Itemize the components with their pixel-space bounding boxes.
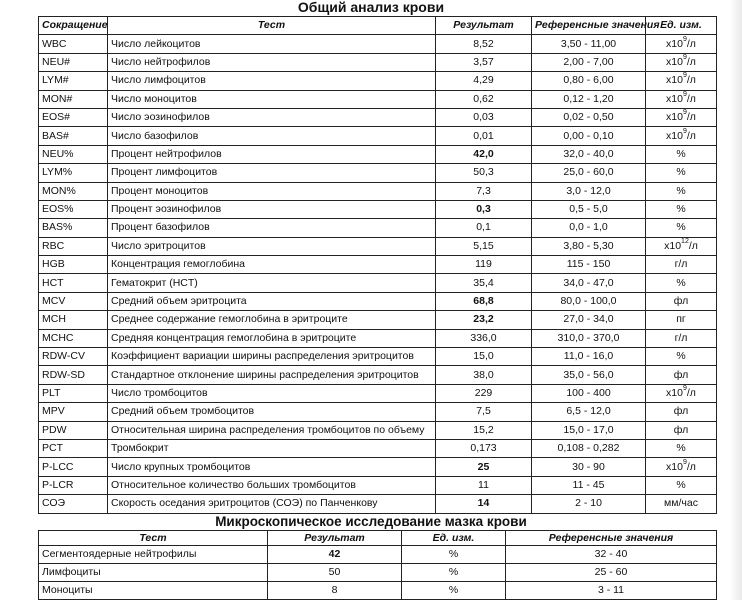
- cell-abbr: BAS#: [39, 127, 108, 145]
- cell-ref: 0,12 - 1,20: [532, 90, 646, 108]
- cell-unit: [646, 35, 717, 53]
- cell-test: Процент нейтрофилов: [108, 145, 436, 163]
- cell-unit: [646, 53, 717, 71]
- cell-test: Число эритроцитов: [108, 237, 436, 255]
- cell-abbr: LYM#: [39, 72, 108, 90]
- cell-test: Процент базофилов: [108, 219, 436, 237]
- cell-ref: 0,00 - 0,10: [532, 127, 646, 145]
- cell-result: 68,8: [436, 292, 532, 310]
- cell-unit: [646, 237, 717, 255]
- cell-ref: 0,0 - 1,0: [532, 219, 646, 237]
- unit-base: фл: [673, 368, 689, 381]
- unit-base: x10: [666, 92, 683, 105]
- cell-abbr: MPV: [39, 403, 108, 421]
- table-row: [39, 200, 717, 218]
- unit-exponent: 9: [682, 458, 687, 466]
- cell-unit: [646, 384, 717, 402]
- cell-abbr: HGB: [39, 256, 108, 274]
- unit-base: фл: [673, 295, 689, 308]
- unit-base: %: [676, 184, 686, 197]
- cell-unit: [646, 421, 717, 439]
- unit-tail: /л: [686, 92, 696, 105]
- table-row: [39, 384, 717, 402]
- unit-base: фл: [673, 405, 689, 418]
- micro-cell-ref: 32 - 40: [506, 546, 717, 564]
- unit-exponent: 12: [681, 237, 689, 245]
- cell-result: 3,57: [436, 53, 532, 71]
- unit-base: %: [676, 147, 686, 160]
- cell-abbr: P-LCC: [39, 458, 108, 476]
- unit-tail: /л: [686, 74, 696, 87]
- cell-ref: 6,5 - 12,0: [532, 403, 646, 421]
- cell-ref: 80,0 - 100,0: [532, 292, 646, 310]
- table-row: [39, 292, 717, 310]
- micro-cell-test: Моноциты: [39, 582, 268, 600]
- micro-table: [38, 530, 717, 600]
- cell-result: 0,62: [436, 90, 532, 108]
- cbc-header-row: [39, 17, 717, 35]
- table-row: [39, 329, 717, 347]
- micro-cell-unit: %: [402, 564, 506, 582]
- unit-base: x10: [666, 129, 683, 142]
- cell-abbr: MCH: [39, 311, 108, 329]
- cell-test: Число моноцитов: [108, 90, 436, 108]
- unit-base: фл: [673, 423, 689, 436]
- cell-result: 35,4: [436, 274, 532, 292]
- cell-result: 0,1: [436, 219, 532, 237]
- unit-exponent: 9: [682, 90, 687, 98]
- cell-result: 229: [436, 384, 532, 402]
- cell-abbr: PLT: [39, 384, 108, 402]
- cell-test: Относительная ширина распределения тромбоцитов по объему: [108, 421, 436, 439]
- cell-ref: 115 - 150: [532, 256, 646, 274]
- unit-tail: /л: [686, 55, 696, 68]
- cbc-table-body: [39, 35, 717, 513]
- cell-ref: 25,0 - 60,0: [532, 164, 646, 182]
- table-row: [39, 582, 717, 600]
- cell-abbr: HCT: [39, 274, 108, 292]
- cell-ref: 30 - 90: [532, 458, 646, 476]
- cell-test: Скорость оседания эритроцитов (СОЭ) по Панченкову: [108, 495, 436, 513]
- cell-test: Число лейкоцитов: [108, 35, 436, 53]
- cell-ref: 35,0 - 56,0: [532, 366, 646, 384]
- cell-test: Средний объем тромбоцитов: [108, 403, 436, 421]
- page-edge-shadow: [730, 0, 742, 600]
- cell-unit: [646, 403, 717, 421]
- cell-unit: [646, 458, 717, 476]
- cell-result: 0,3: [436, 200, 532, 218]
- unit-base: x10: [666, 387, 683, 399]
- cell-result: 336,0: [436, 329, 532, 347]
- table-row: [39, 90, 717, 108]
- unit-base: x10: [666, 74, 683, 87]
- cell-abbr: PCT: [39, 439, 108, 457]
- cell-unit: [646, 127, 717, 145]
- cell-test: Число эозинофилов: [108, 108, 436, 126]
- unit-base: x10: [666, 111, 683, 124]
- cell-unit: [646, 164, 717, 182]
- table-row: [39, 127, 717, 145]
- micro-cell-result: 8: [268, 582, 402, 600]
- cell-ref: 3,50 - 11,00: [532, 35, 646, 53]
- micro-header-test: Тест: [39, 531, 268, 546]
- cell-ref: 0,5 - 5,0: [532, 200, 646, 218]
- cell-result: 23,2: [436, 311, 532, 329]
- micro-header-result: Результат: [268, 531, 402, 546]
- micro-header-ref: Референсные значения: [506, 531, 717, 546]
- cell-unit: [646, 145, 717, 163]
- unit-base: мм/час: [664, 497, 698, 510]
- unit-base: г/л: [674, 258, 688, 271]
- cell-ref: 34,0 - 47,0: [532, 274, 646, 292]
- cell-result: 7,5: [436, 403, 532, 421]
- table-row: [39, 274, 717, 292]
- cell-result: 38,0: [436, 366, 532, 384]
- cell-unit: [646, 476, 717, 494]
- unit-base: г/л: [674, 331, 688, 344]
- unit-base: x10: [666, 55, 683, 68]
- cell-abbr: P-LCR: [39, 476, 108, 494]
- table-row: [39, 219, 717, 237]
- micro-cell-test: Сегментоядерные нейтрофилы: [39, 546, 268, 564]
- cell-ref: 2,00 - 7,00: [532, 53, 646, 71]
- cell-result: 25: [436, 458, 532, 476]
- micro-cell-test: Лимфоциты: [39, 564, 268, 582]
- table-row: [39, 564, 717, 582]
- cell-result: 11: [436, 476, 532, 494]
- micro-cell-ref: 25 - 60: [506, 564, 717, 582]
- micro-cell-result: 42: [268, 546, 402, 564]
- unit-exponent: 9: [682, 109, 687, 117]
- table-row: [39, 237, 717, 255]
- cell-test: Число нейтрофилов: [108, 53, 436, 71]
- cell-ref: 11 - 45: [532, 476, 646, 494]
- table-row: [39, 256, 717, 274]
- cell-result: 7,3: [436, 182, 532, 200]
- cell-ref: 310,0 - 370,0: [532, 329, 646, 347]
- micro-table-body: [39, 546, 717, 600]
- header-unit: Ед. изм.: [646, 17, 717, 35]
- unit-base: %: [676, 478, 686, 491]
- header-abbr: Сокращение: [39, 17, 108, 35]
- table-row: [39, 72, 717, 90]
- cell-test: Средняя концентрация гемоглобина в эритроците: [108, 329, 436, 347]
- unit-base: %: [676, 166, 686, 179]
- cell-ref: 32,0 - 40,0: [532, 145, 646, 163]
- cell-result: 15,2: [436, 421, 532, 439]
- cell-abbr: MON#: [39, 90, 108, 108]
- cell-abbr: RDW-CV: [39, 348, 108, 366]
- cell-abbr: BAS%: [39, 219, 108, 237]
- cell-result: 4,29: [436, 72, 532, 90]
- micro-title: Микроскопическое исследование мазка крови: [215, 514, 527, 529]
- header-ref: Референсные значения: [532, 17, 646, 35]
- cell-unit: [646, 439, 717, 457]
- cell-result: 14: [436, 495, 532, 513]
- cell-unit: [646, 72, 717, 90]
- unit-tail: /л: [686, 460, 696, 473]
- cell-ref: 100 - 400: [532, 384, 646, 402]
- cell-unit: [646, 348, 717, 366]
- cell-abbr: MCHC: [39, 329, 108, 347]
- table-row: [39, 164, 717, 182]
- cell-unit: [646, 495, 717, 513]
- cell-unit: [646, 108, 717, 126]
- cell-ref: 27,0 - 34,0: [532, 311, 646, 329]
- unit-base: %: [676, 442, 686, 455]
- cell-test: Стандартное отклонение ширины распределения эритроцитов: [108, 366, 436, 384]
- table-row: [39, 108, 717, 126]
- cell-result: 5,15: [436, 237, 532, 255]
- table-row: [39, 182, 717, 200]
- cell-result: 15,0: [436, 348, 532, 366]
- cell-unit: [646, 274, 717, 292]
- cell-result: 0,03: [436, 108, 532, 126]
- unit-tail: /л: [686, 111, 696, 124]
- cell-ref: 0,108 - 0,282: [532, 439, 646, 457]
- cell-test: Процент эозинофилов: [108, 200, 436, 218]
- cell-abbr: NEU#: [39, 53, 108, 71]
- cell-abbr: EOS%: [39, 200, 108, 218]
- table-row: [39, 439, 717, 457]
- cell-test: Тромбокрит: [108, 439, 436, 457]
- table-row: [39, 145, 717, 163]
- cell-abbr: WBC: [39, 35, 108, 53]
- cell-unit: [646, 200, 717, 218]
- cell-test: Коэффициент вариации ширины распределения эритроцитов: [108, 348, 436, 366]
- cell-ref: 15,0 - 17,0: [532, 421, 646, 439]
- micro-header-unit: Ед. изм.: [402, 531, 506, 546]
- unit-exponent: 9: [682, 72, 687, 80]
- cell-unit: [646, 292, 717, 310]
- cell-test: Относительное количество больших тромбоцитов: [108, 476, 436, 494]
- cell-test: Процент моноцитов: [108, 182, 436, 200]
- table-row: [39, 546, 717, 564]
- table-row: [39, 348, 717, 366]
- cell-unit: [646, 329, 717, 347]
- cell-ref: 2 - 10: [532, 495, 646, 513]
- table-row: [39, 421, 717, 439]
- cell-result: 50,3: [436, 164, 532, 182]
- cell-result: 0,173: [436, 439, 532, 457]
- table-row: [39, 476, 717, 494]
- cbc-table: [38, 16, 717, 514]
- cell-abbr: MON%: [39, 182, 108, 200]
- cell-test: Число крупных тромбоцитов: [108, 458, 436, 476]
- cell-ref: 3,80 - 5,30: [532, 237, 646, 255]
- table-row: [39, 53, 717, 71]
- unit-tail: /л: [686, 37, 696, 50]
- cell-ref: 3,0 - 12,0: [532, 182, 646, 200]
- unit-tail: /л: [686, 387, 696, 399]
- cell-unit: [646, 256, 717, 274]
- cell-abbr: СОЭ: [39, 495, 108, 513]
- cell-result: 42,0: [436, 145, 532, 163]
- table-row: [39, 35, 717, 53]
- table-row: [39, 366, 717, 384]
- cell-test: Средний объем эритроцита: [108, 292, 436, 310]
- unit-base: %: [676, 276, 686, 289]
- cell-test: Число базофилов: [108, 127, 436, 145]
- micro-header-row: [39, 531, 717, 546]
- table-row: [39, 311, 717, 329]
- cell-abbr: RBC: [39, 237, 108, 255]
- cell-abbr: NEU%: [39, 145, 108, 163]
- micro-cell-unit: %: [402, 582, 506, 600]
- cell-result: 119: [436, 256, 532, 274]
- cell-test: Число лимфоцитов: [108, 72, 436, 90]
- cell-abbr: MCV: [39, 292, 108, 310]
- unit-base: x10: [666, 460, 683, 473]
- unit-exponent: 9: [682, 53, 687, 61]
- cell-result: 0,01: [436, 127, 532, 145]
- cell-unit: [646, 219, 717, 237]
- cell-abbr: LYM%: [39, 164, 108, 182]
- cell-unit: [646, 366, 717, 384]
- report-title: Общий анализ крови: [297, 0, 445, 15]
- header-test: Тест: [108, 17, 436, 35]
- micro-cell-unit: %: [402, 546, 506, 564]
- unit-base: пг: [676, 313, 686, 326]
- cell-abbr: PDW: [39, 421, 108, 439]
- unit-exponent: 9: [682, 35, 687, 43]
- cell-test: Число тромбоцитов: [108, 384, 436, 402]
- cell-ref: 0,80 - 6,00: [532, 72, 646, 90]
- table-row: [39, 495, 717, 513]
- table-row: [39, 458, 717, 476]
- cell-test: Процент лимфоцитов: [108, 164, 436, 182]
- cell-abbr: EOS#: [39, 108, 108, 126]
- cell-ref: 11,0 - 16,0: [532, 348, 646, 366]
- unit-exponent: 9: [682, 127, 687, 135]
- cell-unit: [646, 182, 717, 200]
- unit-tail: /л: [688, 239, 698, 252]
- cell-test: Концентрация гемоглобина: [108, 256, 436, 274]
- unit-tail: /л: [686, 129, 696, 142]
- header-result: Результат: [436, 17, 532, 35]
- cell-abbr: RDW-SD: [39, 366, 108, 384]
- micro-cell-result: 50: [268, 564, 402, 582]
- unit-base: %: [676, 203, 686, 216]
- unit-base: x10: [666, 37, 683, 50]
- unit-base: %: [676, 221, 686, 234]
- cell-ref: 0,02 - 0,50: [532, 108, 646, 126]
- table-row: [39, 403, 717, 421]
- cell-test: Среднее содержание гемоглобина в эритроците: [108, 311, 436, 329]
- cell-unit: [646, 311, 717, 329]
- unit-exponent: 9: [682, 385, 687, 392]
- cell-unit: [646, 90, 717, 108]
- cell-result: 8,52: [436, 35, 532, 53]
- cell-test: Гематокрит (HCT): [108, 274, 436, 292]
- micro-cell-ref: 3 - 11: [506, 582, 717, 600]
- unit-base: x10: [664, 239, 682, 252]
- unit-base: %: [676, 350, 686, 363]
